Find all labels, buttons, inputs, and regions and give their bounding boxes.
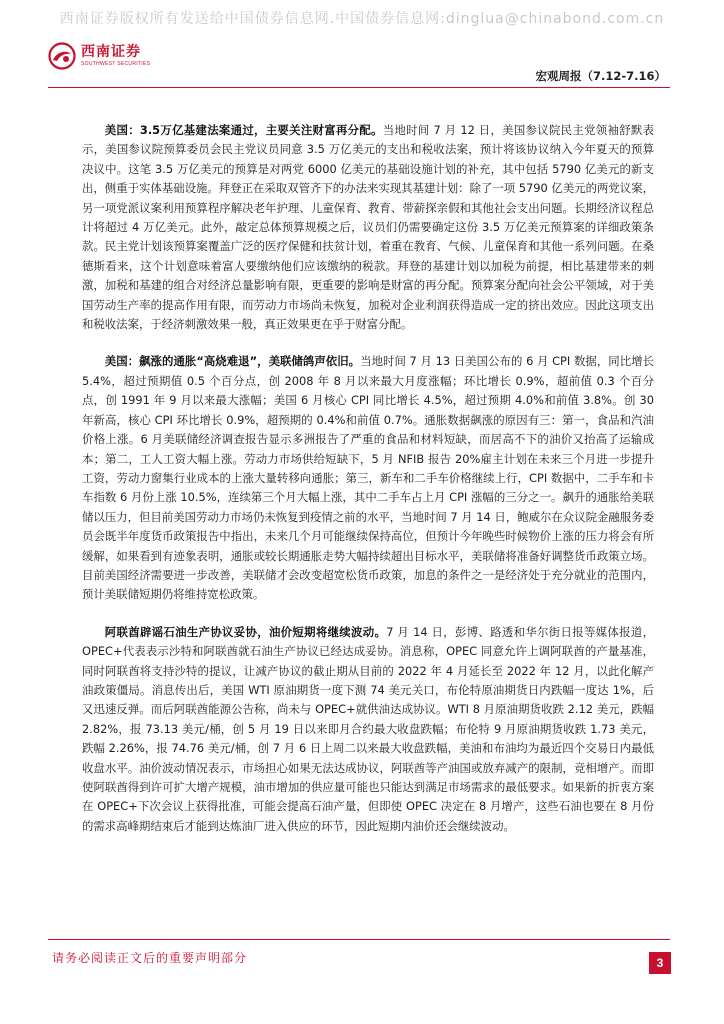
header-divider	[48, 87, 670, 88]
paragraph-lead: 阿联酋辟谣石油生产协议妥协，油价短期将继续波动。	[104, 624, 387, 639]
paragraph-us-inflation	[82, 352, 654, 604]
brand-logo-icon	[48, 42, 76, 70]
report-body	[82, 121, 654, 854]
paragraph-lead: 美国：3.5万亿基建法案通过，主要关注财富再分配。	[104, 123, 383, 137]
paragraph-text: 7 月 14 日，彭博、路透和华尔街日报等媒体报道，OPEC+代表表示沙特和阿联酋就石油生产协议已经达成妥协。消息称，OPEC 同意允许上调阿联酋的产量基准，同时阿联酋将支持沙特的提议，让减产协议的截止期从目前的 2022 年 4 月延长至 2022 年 12 月，以此化解产油政策僵局。消息传出后，美国 WTI 原油期货一度下测 74 美元关口，布伦特原油期货日内跌幅一度达 1%，后又迅速反弹。而后阿联酋能源公告称，尚未与 OPEC+就供油达成协议。WTI 8 月原油期货收跌 2.12 美元，跌幅 2.82%，报 73.13 美元/桶，创 5 月 19 日以来即月合约最大收盘跌幅；布伦特 9 月原油期货收跌 1.73 美元，跌幅 2.26%，报 74.76 美元/桶，创 7 月 6 日上周二以来最大收盘跌幅，美油和布油均为最近四个交易日内最低收盘水平。油价波动情况表示，市场担心如果无法达成协议，阿联酋等产油国或放弃减产的限制，竞相增产。而即使阿联酋得到许可扩大增产规模，油市增加的供应量可能也只能达到满足市场需求的最低要求。如果新的折衷方案在 OPEC+下次会议上获得批准，可能会提高石油产量，但即使 OPEC 决定在 8 月增产，这些石油也要在 8 月份的需求高峰期结束后才能到达炼油厂进入供应的环节，因此短期内油价还会继续波动。	[82, 624, 654, 833]
paragraph-us-infrastructure	[82, 121, 654, 334]
brand-name: 西南证券	[81, 44, 141, 60]
report-type-label: 宏观周报（7.12-7.16）	[535, 69, 666, 83]
footer-disclaimer: 请务必阅读正文后的重要声明部分	[52, 951, 248, 965]
footer-divider	[48, 939, 670, 940]
paragraph-uae-oil	[82, 623, 654, 836]
brand-name-en: SOUTHWEST SECURITIES	[81, 61, 151, 67]
brand-logo	[48, 42, 150, 70]
paragraph-text: 当地时间 7 月 12 日，美国参议院民主党领袖舒默表示，美国参议院预算委员会民主党议员同意 3.5 万亿美元的支出和税收法案，预计将该协议纳入今年夏天的预算决议中。这笔 3.5 万亿美元的预算是对两党 6000 亿美元的基础设施计划的补充，其中包括 5790 亿美元的新支出，侧重于实体基础设施。拜登正在采取双管齐下的办法来实现其基建计划：除了一项 5790 亿美元的两党议案，另一项党派议案利用预算程序解决老年护理、儿童保育、教育、带薪探亲假和其他社会支出问题。长期经济议程总计将超过 4 万亿美元。此外，敲定总体预算规模之后，议员们仍需要确定这份 3.5 万亿美元预算案的详细政策条款。民主党计划该预算案覆盖广泛的医疗保健和扶贫计划，着重在教育、气候、儿童保育和其他一系列问题。在桑德斯看来，这个计划意味着富人要缴纳他们应该缴纳的税款。拜登的基建计划以加税为前提，相比基建带来的刺激，加税和基建的组合对经济总量影响有限，更重要的影响是财富的再分配。预算案分配向社会公平领域，对于美国劳动生产率的提高作用有限，而劳动力市场尚未恢复，加税对企业利润获得造成一定的挤出效应。因此这项支出和税收法案，于经济刺激效果一般，真正效果更在乎于财富分配。	[82, 123, 654, 332]
paragraph-text: 当地时间 7 月 13 日美国公布的 6 月 CPI 数据，同比增长 5.4%，超过预期值 0.5 个百分点，创 2008 年 8 月以来最大月度涨幅；环比增长 0.9%，超前值 0.3 个百分点，创 1991 年 9 月以来最大涨幅；美国 6 月核心 CPI 同比增长 4.5%，超过预期 4.0%和前值 3.8%。创 30 年新高，核心 CPI 环比增长 0.9%，超预期的 0.4%和前值 0.7%。通胀数据飙涨的原因有三：第一，食品和汽油价格上涨。6 月美联储经济调查报告显示多洲报告了严重的食品和材料短缺，而居高不下的油价又抬高了运输成本；第二，工人工资大幅上涨。劳动力市场供给短缺下，5 月 NFIB 报告 20%雇主计划在未来三个月进一步提升工资，劳动力窗集行业成本的上涨大量转移向通胀；第三，新车和二手车价格继续上行，CPI 数据中，二手车和卡车指数 6 月份上涨 10.5%，连续第三个月大幅上涨，其中二手车占上月 CPI 涨幅的三分之一。飙升的通胀给美联储以压力，但目前美国劳动力市场仍未恢复到疫情之前的水平，当地时间 7 月 14 日，鲍威尔在众议院金融服务委员会既半年度货币政策报告中指出，未来几个月可能继续保持高位，但预计今年晚些时候物价上涨的压力将会有所缓解，如果看到有迹象表明，通胀或较长期通胀走势大幅持续超出目标水平，美联储将准备好调整货币政策立场。目前美国经济需要进一步改善，美联储才会改变超宽松货币政策，加息的条件之一是经济处于充分就业的范围内，预计美联储短期仍将维持宽松政策。	[82, 354, 654, 602]
paragraph-lead: 美国：飙涨的通胀“高烧难退”，美联储鸽声依旧。	[104, 354, 361, 369]
page-number-badge: 3	[649, 952, 671, 974]
watermark: 西南证券版权所有发送给中国债券信息网.中国债券信息网:dinglua@chinabond.com.cn	[59, 11, 665, 27]
